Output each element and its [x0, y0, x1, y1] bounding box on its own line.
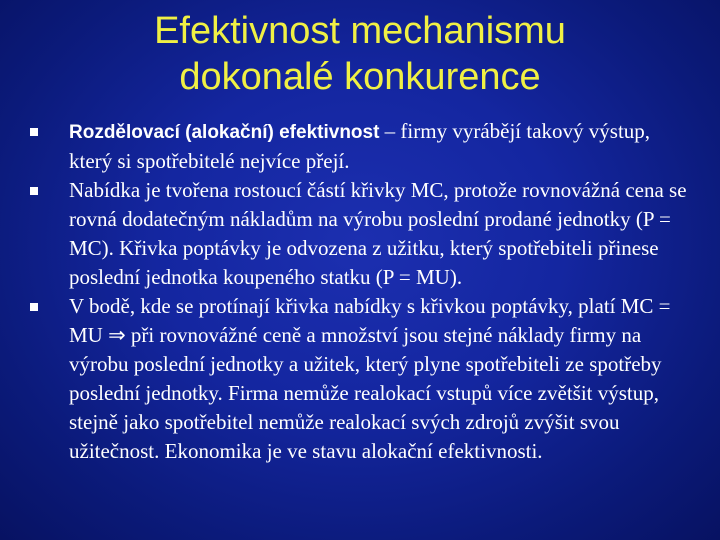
slide-title — [40, 8, 680, 100]
bullet-item-2 — [28, 176, 688, 292]
bullet-item-3 — [28, 292, 688, 466]
bullet-2-text: Nabídka je tvořena rostoucí částí křivky MC, protože rovnovážná cena se rovná dodatečným nákladům na výrobu poslední prodané jednotky (P = MC). Křivka poptávky je odvozena z užitku, který spotřebiteli přinese poslední jednotka koupeného statku (P = MU). — [69, 178, 687, 289]
bullet-list — [28, 117, 688, 466]
bullet-item-1 — [28, 117, 688, 176]
slide-title-line-1: Efektivnost mechanismu — [154, 10, 566, 52]
bullet-1-bold-text: Rozdělovací (alokační) efektivnost — [69, 122, 380, 143]
bullet-1-text: – firmy vyrábějí takový výstup, který si spotřebitelé nejvíce přejí. — [69, 119, 651, 173]
square-bullet-icon — [30, 187, 38, 195]
slide-title-line-2: dokonalé konkurence — [179, 56, 541, 98]
bullet-3-text: V bodě, kde se protínají křivka nabídky s křivkou poptávky, platí MC = MU ⇒ při rovnovážné ceně a množství jsou stejné náklady firmy na výrobu poslední jednotky a užitek, který plyne spotřebiteli ze spotřeby poslední jednotky. Firma nemůže realokací vstupů více zvětšit výstup, stejně jako spotřebitel nemůže realokací svých zdrojů zvýšit svou užitečnost. Ekonomika je ve stavu alokační efektivnosti. — [69, 294, 671, 463]
square-bullet-icon — [30, 303, 38, 311]
square-bullet-icon — [30, 128, 38, 136]
